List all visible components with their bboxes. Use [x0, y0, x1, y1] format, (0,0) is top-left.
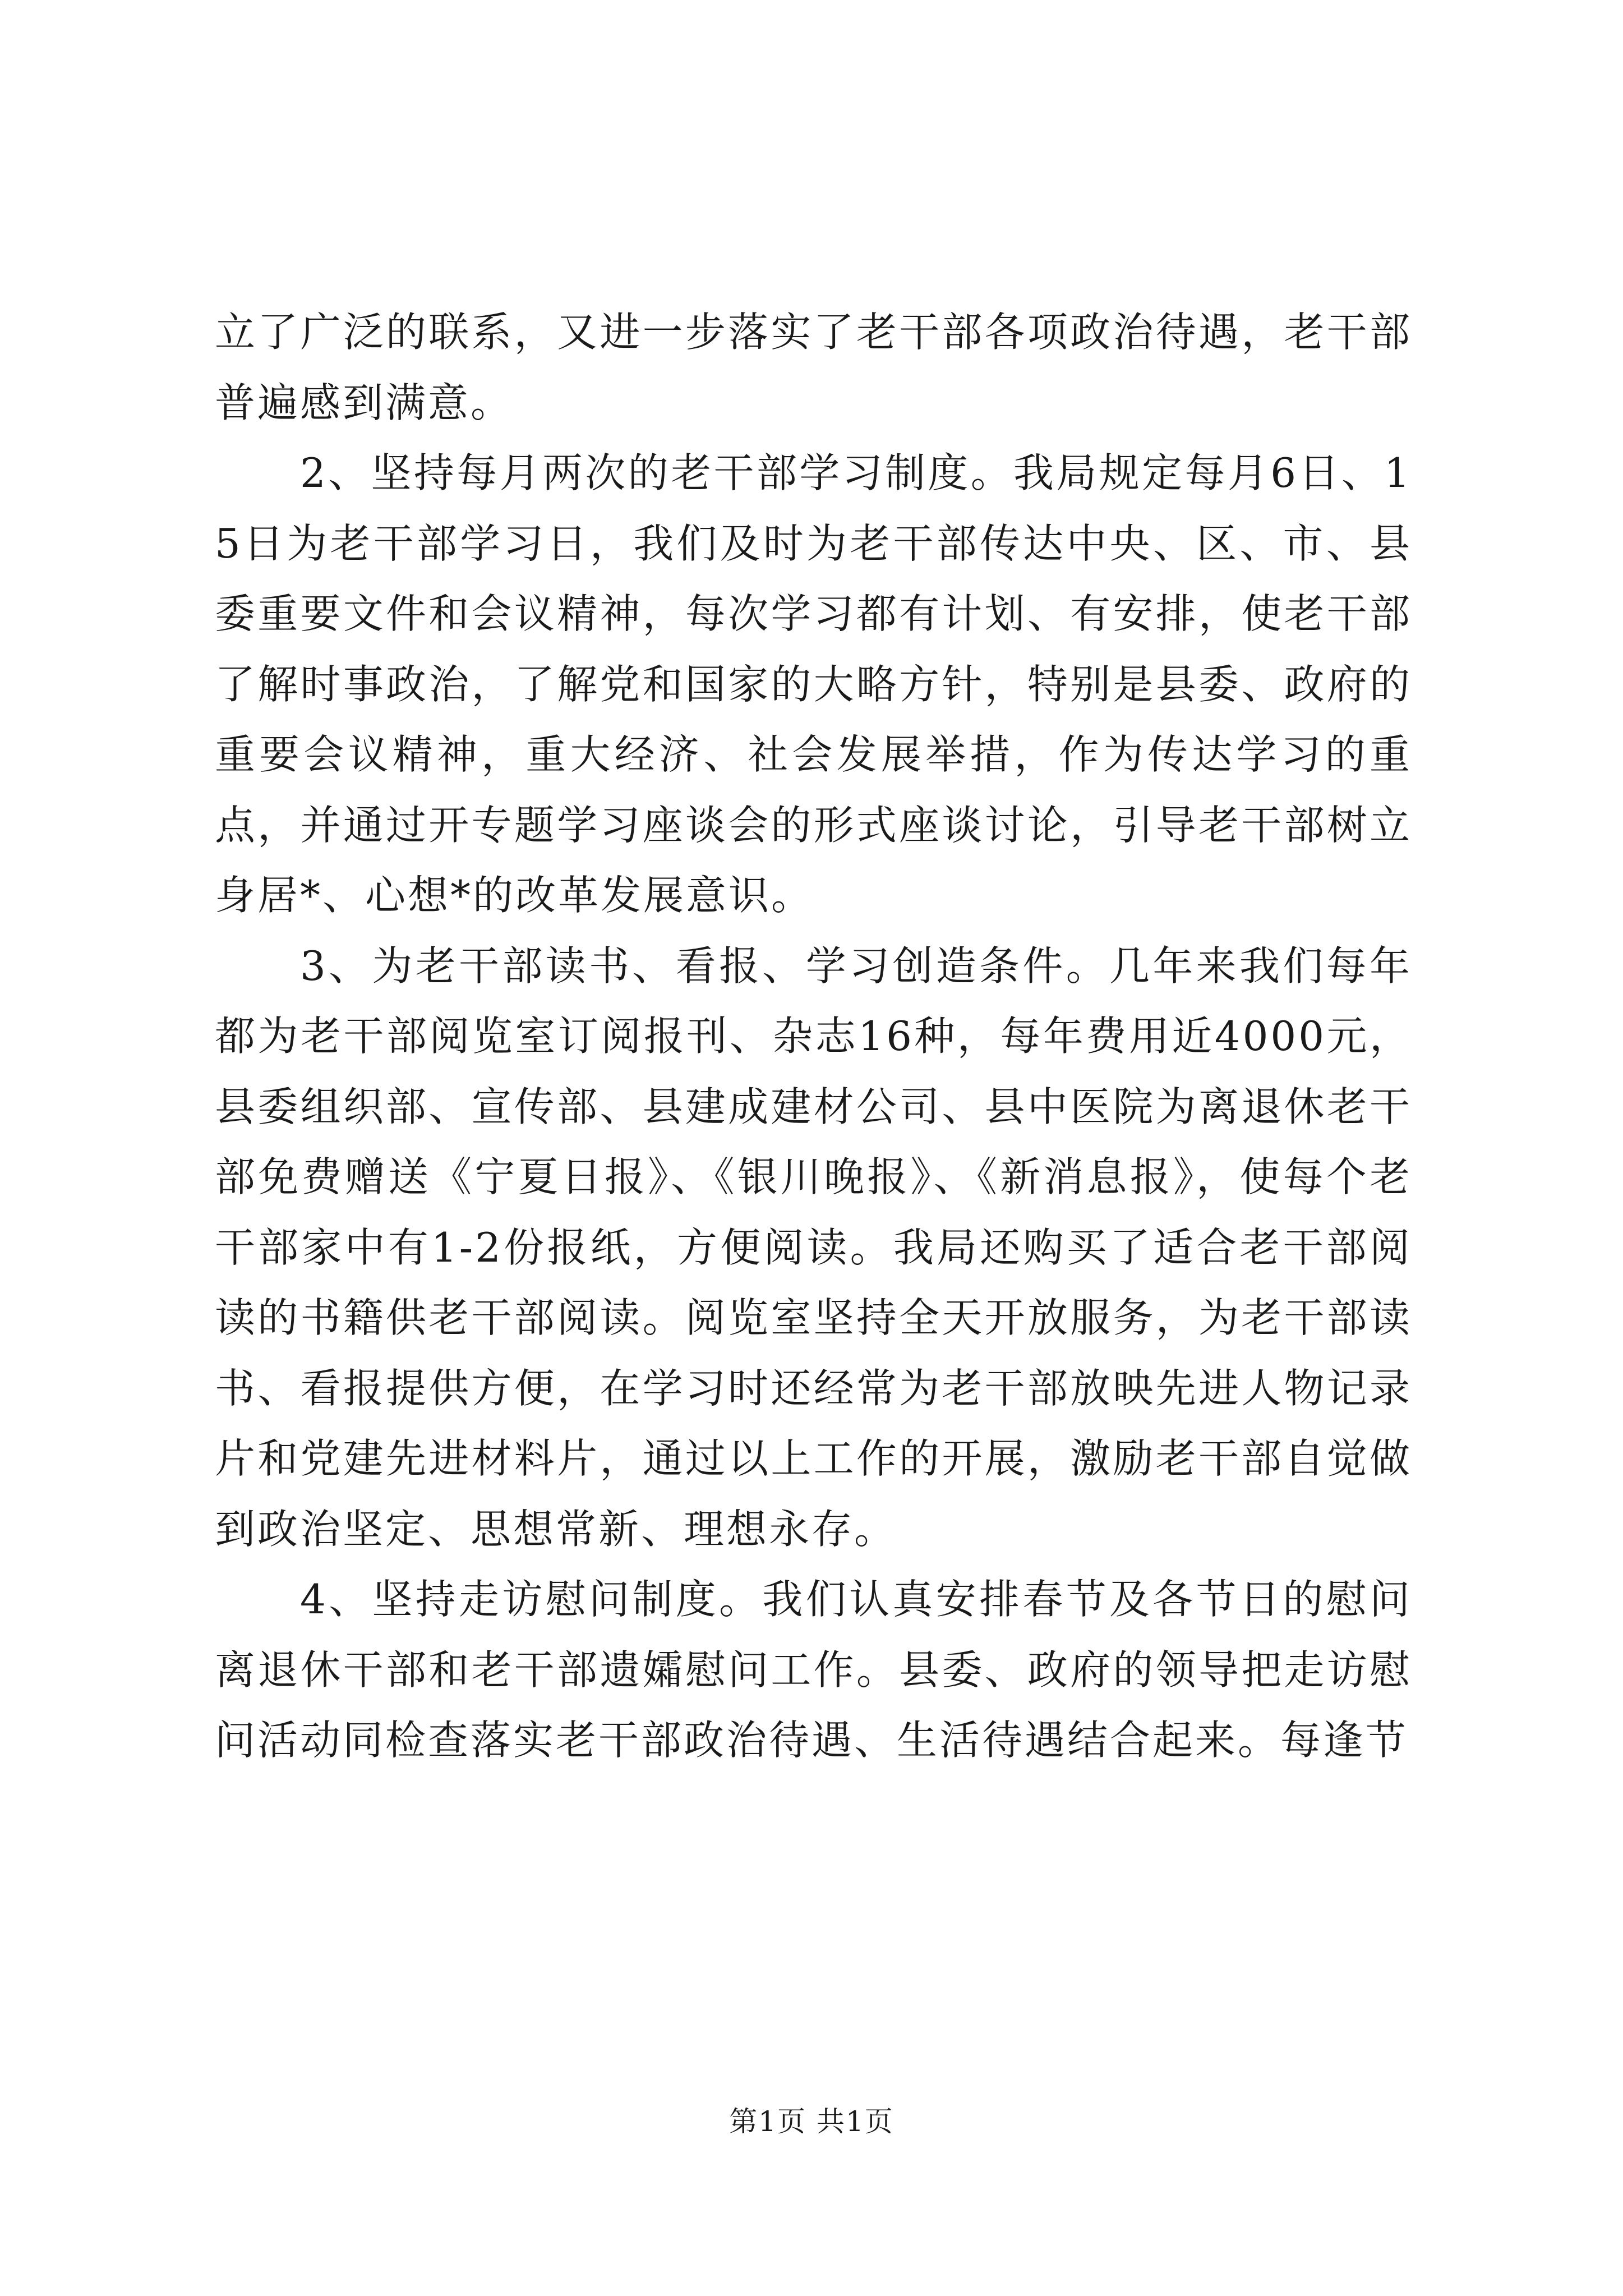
paragraph-item-2: 2、坚持每月两次的老干部学习制度。我局规定每月6日、15日为老干部学习日，我们及时为老干部传达中央、区、市、县委重要文件和会议精神，每次学习都有计划、有安排，使老干部了解时事政治，了解党和国家的大略方针，特别是县委、政府的重要会议精神，重大经济、社会发展举措，作为传达学习的重点，并通过开专题学习座谈会的形式座谈讨论，引导老干部树立身居*、心想*的改革发展意识。	[215, 449, 1412, 919]
paragraph-continuation: 立了广泛的联系，又进一步落实了老干部各项政治待遇，老干部普遍感到满意。	[215, 309, 1412, 426]
paragraph-item-3: 3、为老干部读书、看报、学习创造条件。几年来我们每年都为老干部阅览室订阅报刊、杂志16种，每年费用近4000元，县委组织部、宣传部、县建成建材公司、县中医院为离退休老干部免费赠送《宁夏日报》、《银川晚报》、《新消息报》，使每个老干部家中有1-2份报纸，方便阅读。我局还购买了适合老干部阅读的书籍供老干部阅读。阅览室坚持全天开放服务，为老干部读书、看报提供方便，在学习时还经常为老干部放映先进人物记录片和党建先进材料片，通过以上工作的开展，激励老干部自觉做到政治坚定、思想常新、理想永存。	[215, 942, 1412, 1553]
paragraph-item-4: 4、坚持走访慰问制度。我们认真安排春节及各节日的慰问离退休干部和老干部遗孀慰问工作。县委、政府的领导把走访慰问活动同检查落实老干部政治待遇、生活待遇结合起来。每逢节	[215, 1576, 1412, 1764]
page-footer: 第1页 共1页	[729, 2105, 894, 2138]
document-body	[215, 297, 1412, 1776]
